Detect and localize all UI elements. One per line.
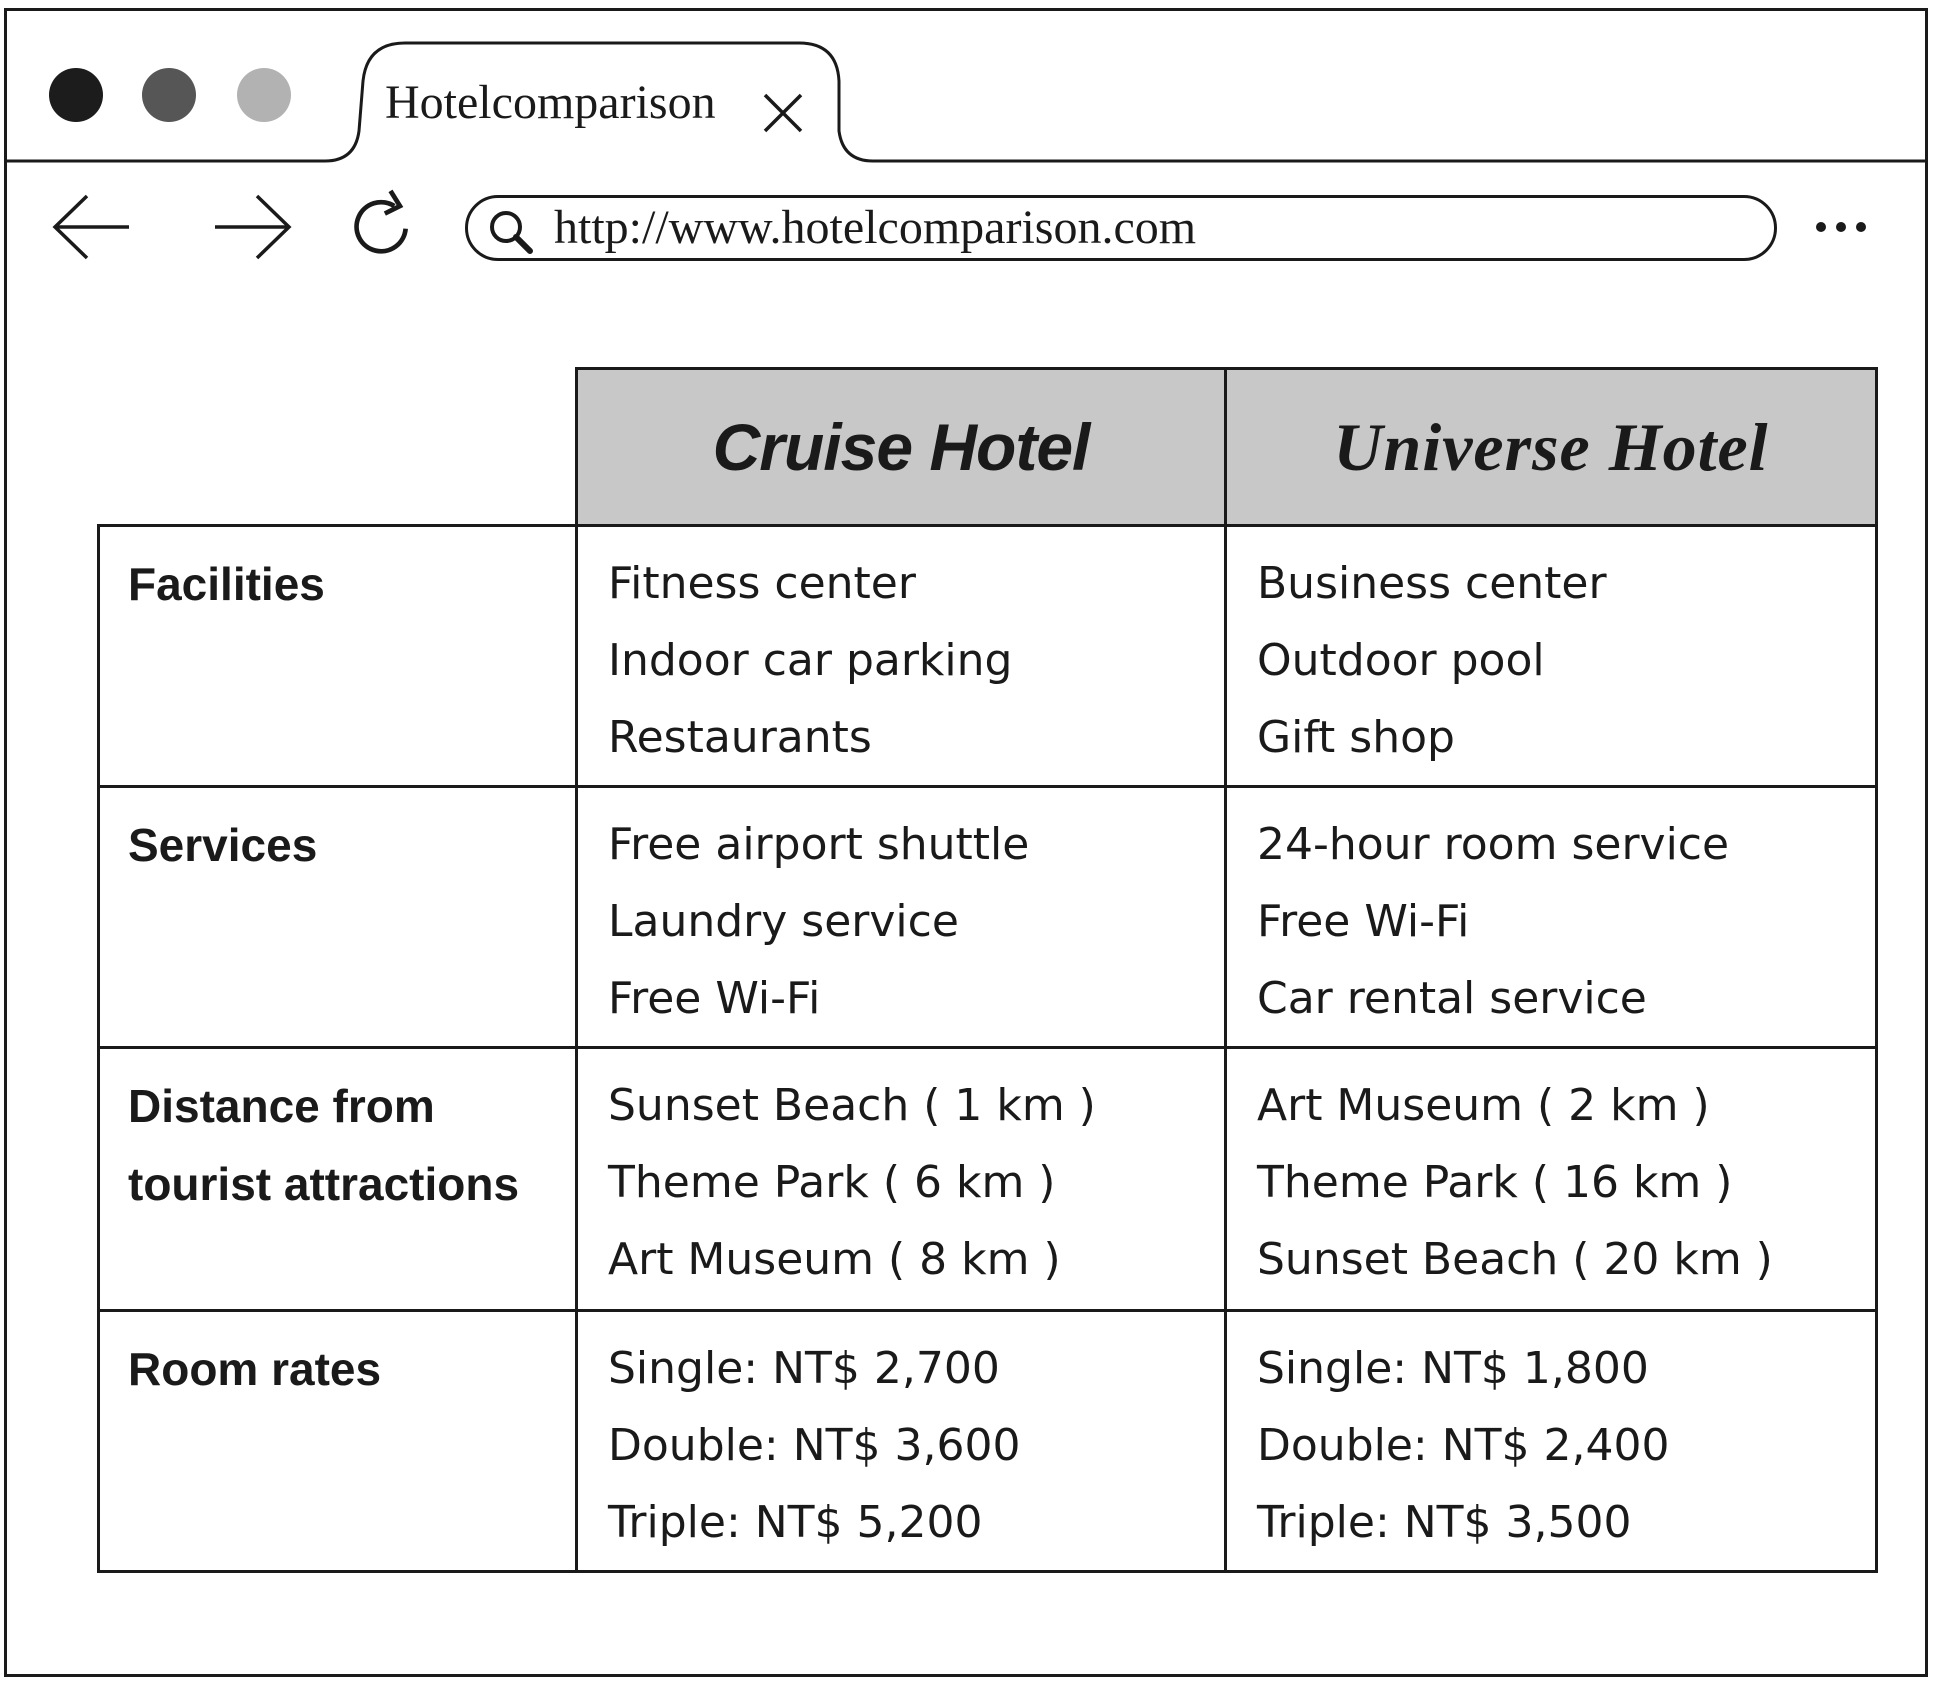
list-item: Art Museum ( 8 km ) bbox=[608, 1234, 1061, 1285]
row-label-services: Services bbox=[97, 785, 578, 1049]
list-item: Business center bbox=[1257, 558, 1607, 609]
list-item: Art Museum ( 2 km ) bbox=[1257, 1080, 1710, 1131]
universe-room-rates bbox=[1224, 1309, 1878, 1573]
arrow-left-icon[interactable] bbox=[51, 193, 133, 261]
maximize-dot[interactable] bbox=[237, 68, 291, 122]
list-item: Single: NT$ 2,700 bbox=[608, 1343, 1000, 1394]
more-icon[interactable] bbox=[1813, 215, 1869, 239]
cruise-distance bbox=[575, 1046, 1227, 1312]
list-item: Theme Park ( 16 km ) bbox=[1257, 1157, 1733, 1208]
url-text[interactable]: http://www.hotelcomparison.com bbox=[554, 201, 1197, 254]
list-item: Laundry service bbox=[608, 896, 959, 947]
row-label-facilities: Facilities bbox=[97, 524, 578, 788]
cruise-room-rates bbox=[575, 1309, 1227, 1573]
row-label-room-rates: Room rates bbox=[97, 1309, 578, 1573]
tab-strip bbox=[7, 11, 1925, 181]
comparison-table bbox=[97, 367, 1881, 1575]
minimize-dot[interactable] bbox=[142, 68, 196, 122]
list-item: Restaurants bbox=[608, 712, 872, 763]
cruise-facilities bbox=[575, 524, 1227, 788]
cruise-services bbox=[575, 785, 1227, 1049]
list-item: Free airport shuttle bbox=[608, 819, 1030, 870]
reload-icon[interactable] bbox=[351, 189, 413, 257]
list-item: Outdoor pool bbox=[1257, 635, 1545, 686]
arrow-right-icon[interactable] bbox=[211, 193, 293, 261]
list-item: Theme Park ( 6 km ) bbox=[608, 1157, 1056, 1208]
list-item: Car rental service bbox=[1257, 973, 1647, 1024]
header-universe-hotel: Universe Hotel bbox=[1224, 367, 1878, 527]
list-item: Free Wi-Fi bbox=[1257, 896, 1470, 947]
tab-title[interactable]: Hotelcomparison bbox=[385, 76, 716, 129]
row-label-distance: Distance from tourist attractions bbox=[97, 1046, 578, 1312]
universe-services bbox=[1224, 785, 1878, 1049]
list-item: Double: NT$ 3,600 bbox=[608, 1420, 1021, 1471]
universe-facilities bbox=[1224, 524, 1878, 788]
header-cruise-hotel: Cruise Hotel bbox=[575, 367, 1227, 527]
list-item: Gift shop bbox=[1257, 712, 1455, 763]
list-item: Sunset Beach ( 1 km ) bbox=[608, 1080, 1096, 1131]
search-icon bbox=[486, 207, 534, 255]
list-item: 24-hour room service bbox=[1257, 819, 1730, 870]
close-icon[interactable] bbox=[761, 91, 805, 135]
universe-distance bbox=[1224, 1046, 1878, 1312]
list-item: Free Wi-Fi bbox=[608, 973, 821, 1024]
list-item: Indoor car parking bbox=[608, 635, 1013, 686]
list-item: Double: NT$ 2,400 bbox=[1257, 1420, 1670, 1471]
browser-window bbox=[4, 8, 1928, 1677]
list-item: Fitness center bbox=[608, 558, 916, 609]
address-bar[interactable] bbox=[465, 195, 1777, 261]
list-item: Triple: NT$ 3,500 bbox=[1257, 1497, 1632, 1548]
list-item: Sunset Beach ( 20 km ) bbox=[1257, 1234, 1773, 1285]
list-item: Triple: NT$ 5,200 bbox=[608, 1497, 983, 1548]
list-item: Single: NT$ 1,800 bbox=[1257, 1343, 1649, 1394]
close-dot[interactable] bbox=[49, 68, 103, 122]
